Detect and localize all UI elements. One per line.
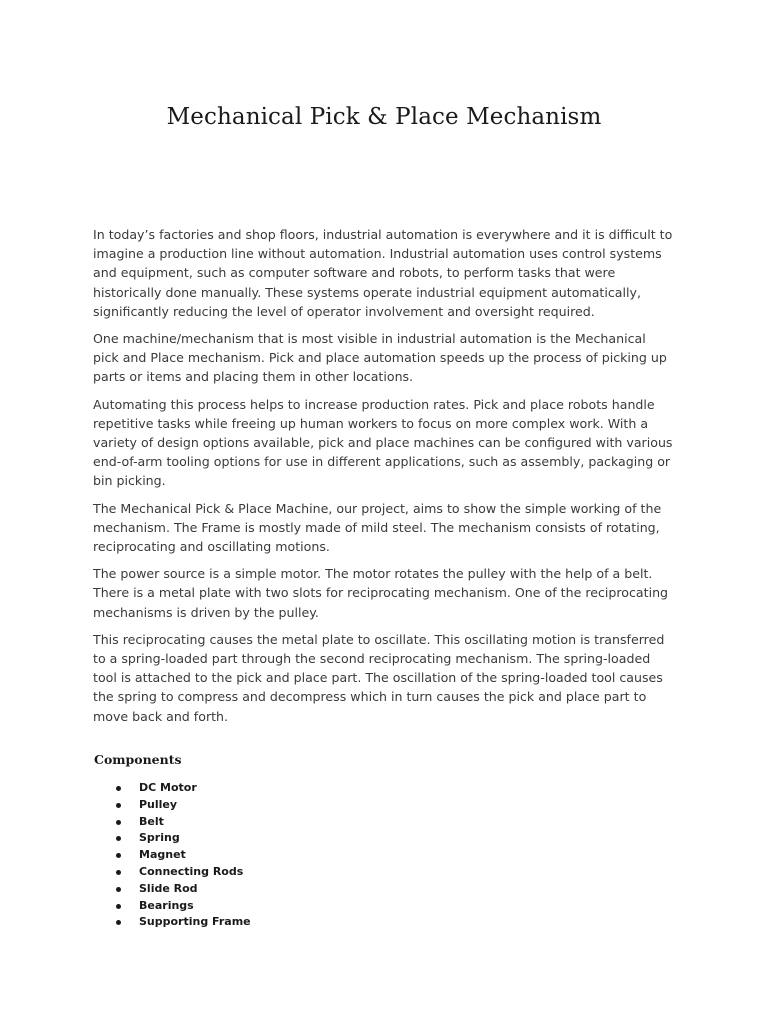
bullet-icon	[116, 887, 121, 892]
list-item	[116, 780, 251, 797]
page-title: Mechanical Pick & Place Mechanism	[166, 104, 602, 130]
list-item	[116, 898, 251, 915]
bullet-icon	[116, 836, 121, 841]
list-item	[116, 814, 251, 831]
list-item	[116, 797, 251, 814]
component-label: Bearings	[139, 898, 194, 912]
paragraph-intro: In today’s factories and shop floors, industrial automation is everywhere and it is difficult to imagine a production line without automation. Industrial automation uses control systems and equipment, such as computer software and robots, to perform tasks that were historically done manually. These systems operate industrial equipment automatically, significantly reducing the level of operator involvement and oversight required.	[93, 227, 673, 319]
component-label: DC Motor	[139, 781, 197, 794]
bullet-icon	[116, 870, 121, 875]
component-label: Slide Rod	[139, 881, 198, 895]
body-text	[93, 225, 675, 734]
bullet-icon	[116, 920, 121, 925]
component-label: Connecting Rods	[139, 864, 244, 878]
bullet-icon	[116, 853, 121, 858]
paragraph-project: The Mechanical Pick & Place Machine, our project, aims to show the simple working of the mechanism. The Frame is mostly made of mild steel. The mechanism consists of rotating, reciprocating and oscillating motions.	[93, 500, 662, 555]
paragraph-power-source: The power source is a simple motor. The motor rotates the pulley with the help of a belt. There is a metal plate with two slots for reciprocating mechanism. One of the reciprocating mechanisms is driven by the pulley.	[93, 566, 669, 620]
component-label: Magnet	[139, 848, 186, 862]
bullet-icon	[116, 904, 121, 909]
paragraph-automation: Automating this process helps to increase production rates. Pick and place robots handle repetitive tasks while freeing up human workers to focus on more complex work. With a variety of design options available, pick and place machines can be configured with various end-of-arm tooling options for use in different applications, such as assembly, packaging or bin picking.	[93, 396, 673, 489]
list-item	[116, 914, 251, 931]
list-item	[116, 864, 251, 881]
bullet-icon	[116, 820, 121, 825]
list-item	[116, 847, 251, 864]
list-item	[116, 830, 251, 847]
component-label: Pulley	[139, 797, 178, 811]
component-label: Belt	[139, 814, 164, 828]
components-heading: Components	[94, 752, 182, 767]
component-label: Supporting Frame	[139, 915, 251, 929]
list-item	[116, 881, 251, 898]
paragraph-reciprocating: This reciprocating causes the metal plate to oscillate. This oscillating motion is transferred to a spring-loaded part through the second reciprocating mechanism. The spring-loaded tool is attached to the pick and place part. The oscillation of the spring-loaded tool causes the spring to compress and decompress which in turn causes the pick and place part to move back and forth.	[93, 631, 665, 724]
paragraph-mechanism: One machine/mechanism that is most visible in industrial automation is the Mechanical pick and Place mechanism. Pick and place automation speeds up the process of picking up parts or items and placing them in other locations.	[93, 331, 667, 385]
component-label: Spring	[139, 831, 180, 845]
bullet-icon	[116, 786, 121, 791]
components-list	[116, 780, 251, 931]
bullet-icon	[116, 803, 121, 808]
